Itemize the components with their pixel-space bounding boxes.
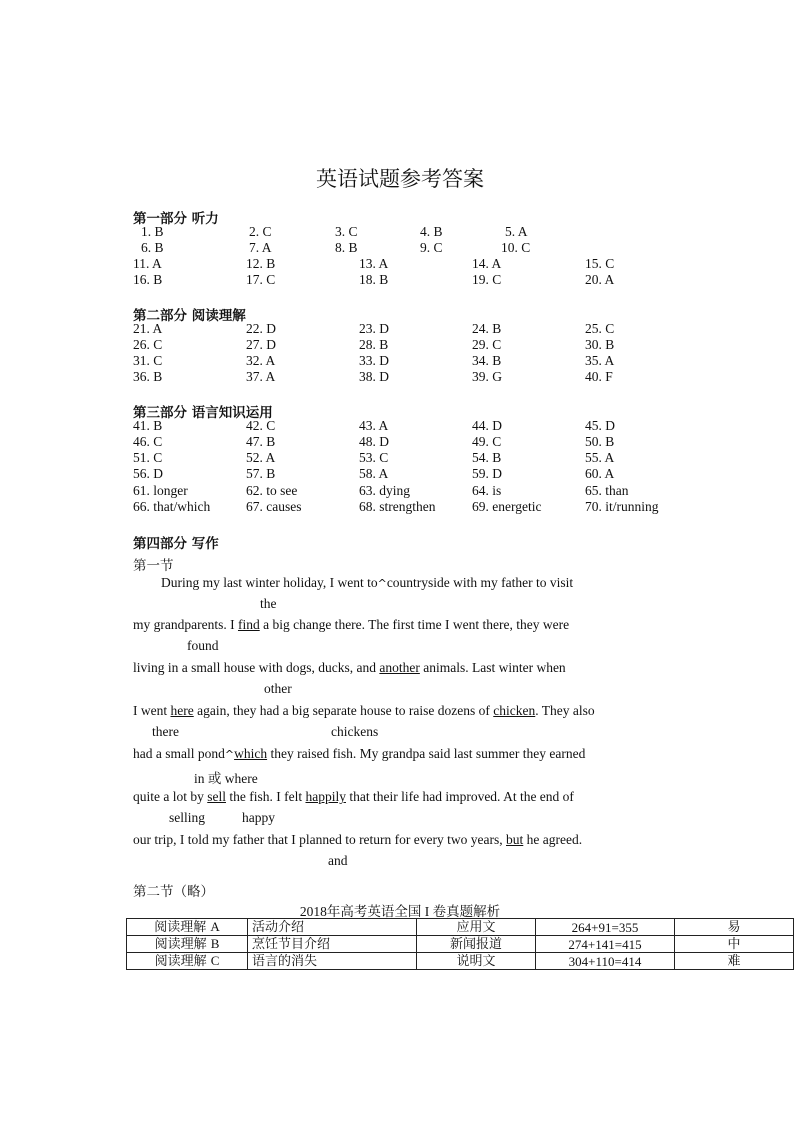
answer-item: 36. B (133, 369, 163, 384)
answer-item: 5. A (505, 224, 528, 239)
answer-item: 57. B (246, 466, 276, 481)
answer-row (0, 272, 800, 288)
answer-item: 20. A (585, 272, 615, 287)
answer-item: 60. A (585, 466, 615, 481)
answer-item: 10. C (501, 240, 531, 255)
essay-line (133, 617, 569, 633)
answer-item: 13. A (359, 256, 389, 271)
answer-item: 67. causes (246, 499, 302, 514)
answer-item: 50. B (585, 434, 615, 449)
essay-text: had a small pond (133, 746, 225, 761)
answer-item: 2. C (249, 224, 272, 239)
essay-text: animals. Last winter when (419, 660, 566, 675)
answer-item: 47. B (246, 434, 276, 449)
essay-text: . They also (535, 703, 595, 718)
answer-item: 41. B (133, 418, 163, 433)
answer-item: 53. C (359, 450, 389, 465)
part1-heading: 第一部分 听力 (133, 211, 219, 227)
cell-text: A (210, 919, 220, 934)
answer-item: 29. C (472, 337, 502, 352)
answer-item: 28. B (359, 337, 389, 352)
essay-text: again, they had a big separate house to raise dozens of (193, 703, 494, 718)
answer-item: 58. A (359, 466, 389, 481)
table-cell-topic: 语言的消失 (248, 953, 417, 970)
answer-item: 19. C (472, 272, 502, 287)
essay-line (133, 660, 566, 676)
answer-row (0, 321, 800, 337)
answer-item: 70. it/running (585, 499, 659, 514)
error-word: which (234, 746, 268, 761)
essay-text: our trip, I told my father that I planned to return for every two years, (133, 832, 507, 847)
answer-item: 27. D (246, 337, 276, 352)
correction-word (194, 767, 258, 787)
answer-item: 51. C (133, 450, 163, 465)
answer-item: 32. A (246, 353, 276, 368)
table-cell-genre: 说明文 (417, 953, 536, 970)
answer-item: 69. energetic (472, 499, 542, 514)
answer-item: 12. B (246, 256, 276, 271)
correction-or: 或 (207, 771, 222, 787)
table-cell-genre: 新闻报道 (417, 936, 536, 953)
answer-item: 66. that/which (133, 499, 211, 514)
answer-item: 62. to see (246, 483, 298, 498)
analysis-title-text: 年高考英语全国 (326, 904, 422, 920)
analysis-title (0, 900, 800, 920)
table-cell-level: 难 (675, 953, 794, 970)
answer-row (0, 256, 800, 272)
answer-item: 1. B (141, 224, 164, 239)
answer-item: 42. C (246, 418, 276, 433)
answer-item: 16. B (133, 272, 163, 287)
answer-item: 44. D (472, 418, 502, 433)
essay-text: they raised fish. My grandpa said last summer they earned (267, 746, 586, 761)
answer-item: 38. D (359, 369, 389, 384)
answer-item: 3. C (335, 224, 358, 239)
table-cell-type (127, 953, 248, 970)
table-cell-words: 264+91=355 (536, 919, 675, 936)
error-word: but (506, 832, 524, 847)
answer-item: 9. C (420, 240, 443, 255)
table-cell-words: 274+141=415 (536, 936, 675, 953)
correction-word: there (152, 724, 179, 739)
answer-item: 48. D (359, 434, 389, 449)
analysis-table (126, 918, 794, 970)
essay-text: I went (133, 703, 171, 718)
answer-row (0, 434, 800, 450)
cell-text: B (210, 936, 220, 951)
answer-row (0, 337, 800, 353)
correction-word: selling (169, 810, 205, 825)
correction-word: chickens (331, 724, 379, 739)
error-word: here (170, 703, 194, 718)
cell-text: 阅读理解 (154, 954, 211, 969)
table-row (127, 936, 794, 953)
answer-item: 64. is (472, 483, 502, 498)
cell-text: 阅读理解 (154, 920, 211, 935)
essay-line (133, 789, 574, 805)
answer-item: 31. C (133, 353, 163, 368)
essay-line (133, 746, 585, 762)
answer-row (0, 353, 800, 369)
error-word: sell (207, 789, 226, 804)
answer-item: 56. D (133, 466, 163, 481)
correction-word: other (264, 681, 292, 696)
essay-text: my grandparents. I (133, 617, 238, 632)
answer-row (0, 240, 800, 256)
section2-label: 第二节（略） (133, 884, 214, 900)
correction-text: in (194, 771, 205, 786)
table-cell-level: 中 (675, 936, 794, 953)
answer-item: 63. dying (359, 483, 411, 498)
error-word: happily (305, 789, 346, 804)
part4-heading: 第四部分 写作 (133, 536, 219, 552)
answer-item: 26. C (133, 337, 163, 352)
correction-word: the (260, 596, 277, 611)
answer-row (0, 369, 800, 385)
answer-item: 4. B (420, 224, 443, 239)
essay-text: a big change there. The first time I went there, they were (259, 617, 570, 632)
answer-item: 7. A (249, 240, 272, 255)
table-cell-words: 304+110=414 (536, 953, 675, 970)
answer-row (0, 483, 800, 499)
answer-item: 14. A (472, 256, 502, 271)
table-cell-topic: 烹饪节目介绍 (248, 936, 417, 953)
answer-row (0, 499, 800, 515)
correction-word: and (328, 853, 348, 868)
answer-row (0, 466, 800, 482)
answer-item: 55. A (585, 450, 615, 465)
correction-text: where (221, 771, 258, 786)
answer-item: 43. A (359, 418, 389, 433)
insert-caret-icon: ^ (224, 748, 235, 761)
analysis-title-year: 2018 (299, 904, 327, 919)
answer-item: 17. C (246, 272, 276, 287)
essay-line (161, 575, 573, 591)
table-cell-topic: 活动介绍 (248, 919, 417, 936)
essay-line (133, 832, 582, 848)
table-cell-type (127, 919, 248, 936)
table-cell-genre: 应用文 (417, 919, 536, 936)
answer-item: 21. A (133, 321, 163, 336)
part3-heading: 第三部分 语言知识运用 (133, 405, 273, 421)
answer-item: 24. B (472, 321, 502, 336)
essay-text: countryside with my father to visit (386, 575, 574, 590)
table-row (127, 919, 794, 936)
answer-row (0, 418, 800, 434)
cell-text: 阅读理解 (154, 937, 211, 952)
answer-item: 59. D (472, 466, 502, 481)
answer-item: 15. C (585, 256, 615, 271)
cell-text: C (210, 953, 220, 968)
answer-row (0, 450, 800, 466)
page-title: 英语试题参考答案 (316, 167, 484, 191)
error-word: chicken (493, 703, 536, 718)
section1-label: 第一节 (133, 558, 174, 574)
answer-item: 54. B (472, 450, 502, 465)
answer-row (0, 224, 800, 240)
answer-item: 39. G (472, 369, 502, 384)
table-cell-type (127, 936, 248, 953)
answer-item: 45. D (585, 418, 615, 433)
essay-text: that their life had improved. At the end of (345, 789, 574, 804)
essay-line (133, 703, 595, 719)
insert-caret-icon: ^ (377, 577, 387, 590)
answer-item: 40. F (585, 369, 613, 384)
answer-item: 65. than (585, 483, 629, 498)
answer-item: 18. B (359, 272, 389, 287)
part2-heading: 第二部分 阅读理解 (133, 308, 246, 324)
error-word: another (379, 660, 420, 675)
answer-item: 35. A (585, 353, 615, 368)
answer-item: 25. C (585, 321, 615, 336)
correction-word: found (187, 638, 219, 653)
answer-item: 61. longer (133, 483, 188, 498)
analysis-title-roman: I (421, 904, 433, 919)
answer-item: 23. D (359, 321, 389, 336)
essay-text: During my last winter holiday, I went to (161, 575, 378, 590)
answer-item: 49. C (472, 434, 502, 449)
answer-item: 34. B (472, 353, 502, 368)
essay-text: living in a small house with dogs, ducks, and (133, 660, 380, 675)
answer-item: 68. strengthen (359, 499, 436, 514)
essay-text: the fish. I felt (226, 789, 306, 804)
answer-item: 8. B (335, 240, 358, 255)
essay-text: quite a lot by (133, 789, 208, 804)
table-row (127, 953, 794, 970)
essay-text: he agreed. (523, 832, 583, 847)
answer-item: 52. A (246, 450, 276, 465)
answer-item: 30. B (585, 337, 615, 352)
table-cell-level: 易 (675, 919, 794, 936)
answer-item: 33. D (359, 353, 389, 368)
error-word: find (237, 617, 260, 632)
answer-item: 6. B (141, 240, 164, 255)
answer-item: 11. A (133, 256, 162, 271)
correction-word: happy (242, 810, 275, 825)
answer-item: 37. A (246, 369, 276, 384)
analysis-title-text: 卷真题解析 (432, 904, 501, 920)
answer-item: 22. D (246, 321, 276, 336)
answer-item: 46. C (133, 434, 163, 449)
